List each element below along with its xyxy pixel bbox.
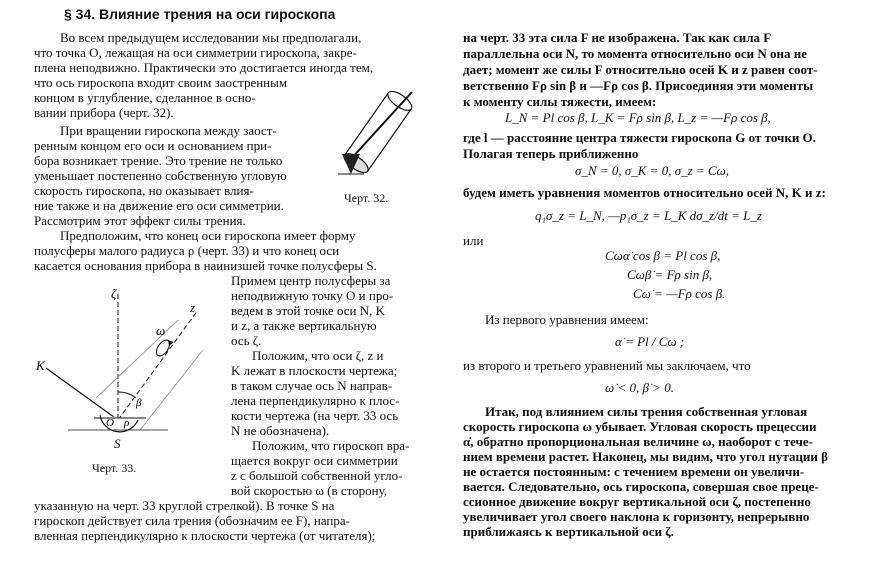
figure-33-caption: Черт. 33.: [92, 461, 137, 475]
label-K: K: [36, 358, 45, 373]
text-line: Из первого уравнения имеем:: [485, 312, 649, 327]
equation-moments: L_N = Pl cos β, L_K = Fρ sin β, L_z = —Fρ cos β,: [505, 110, 771, 125]
text-line: что точка O, лежащая на оси симметрии гироскопа, закре-: [34, 45, 357, 60]
text-line: дает; момент же силы F относительно осей K и z равен соот-: [463, 62, 818, 77]
gyroscope-drawing-33: [28, 280, 228, 460]
text-line: что ось гироскопа входит своим заостренным: [34, 75, 288, 90]
text-line: вленная перпендикулярно к плоскости чертежа (от читателя);: [34, 528, 376, 543]
label-omega: ω: [156, 323, 166, 338]
text-line: скорость гироскопа ω убывает. Угловая скорость прецессии: [463, 419, 817, 434]
text-line: вается. Следовательно, ось гироскопа, совершая свое преце-: [463, 479, 819, 494]
text-line: неподвижную точку O и про-: [231, 288, 394, 303]
label-z: z: [190, 300, 196, 315]
text-line: скорость гироскопа, но оказывает влия-: [34, 183, 254, 198]
equation-alpha-dot: α̇ = Pl / Cω ;: [615, 334, 685, 349]
text-line: z с большой собственной угло-: [231, 468, 403, 483]
label-O: O: [106, 417, 114, 429]
text-line: вании прибора (черт. 32).: [34, 105, 174, 120]
equation-2: Cωβ̇ = Fρ sin β,: [627, 267, 713, 282]
equation-inequalities: ω̇ < 0, β̇ > 0.: [605, 380, 674, 395]
text-line: где l — расстояние центра тяжести гироскопа G от точки O.: [463, 130, 816, 145]
text-line: увеличивает угол своего наклона к горизонту, непрерывно: [463, 509, 810, 524]
text-line: нием времени растет. Наконец, мы видим, что угол нутации β: [463, 449, 829, 464]
label-rho: ρ: [124, 417, 130, 429]
figure-32-caption: Черт. 32.: [344, 191, 389, 205]
text-line: Рассмотрим этот эффект силы трения.: [34, 213, 246, 228]
text-line: будем иметь уравнения моментов относительно осей N, K и z:: [463, 185, 826, 200]
text-line: лена перпендикулярно к плос-: [231, 393, 400, 408]
text-line: При вращении гироскопа между заост-: [60, 123, 277, 138]
text-line: из второго и третьего уравнений мы заключаем, что: [463, 358, 751, 373]
text-line: не остается постоянным: с течением времени он увеличи-: [463, 464, 805, 479]
text-line: Положим, что гироскоп вра-: [252, 438, 410, 453]
equation-system: q₁σ_z = L_N, —p₁σ_z = L_K dσ_z/dt = L_z: [535, 208, 762, 223]
text-line: щается вокруг оси симметрии: [231, 453, 398, 468]
left-column: [0, 0, 440, 565]
text-line: уменьшает постепенно собственную угловую: [34, 168, 287, 183]
label-beta: β: [136, 397, 142, 409]
text-line: и z, а также вертикальную: [231, 318, 377, 333]
text-line: параллельна оси N, то момента относительно оси N она не: [463, 46, 807, 61]
text-line: в таком случае ось N направ-: [231, 378, 393, 393]
text-line: ние также и на движение его оси симметрии.: [34, 198, 284, 213]
equation-sigma: σ_N = 0, σ_K = 0, σ_z = Cω,: [575, 163, 730, 178]
text-line: касается основания прибора в наинизшей точке полусферы S.: [34, 258, 377, 273]
text-line: указанную на черт. 33 круглой стрелкой). В точке S на: [34, 498, 335, 513]
section-heading: § 34. Влияние трения на оси гироскопа: [64, 6, 336, 22]
text-line: Полагая теперь приближенно: [463, 146, 639, 161]
text-line: Во всем предыдущем исследовании мы предполагали,: [60, 30, 362, 45]
gyroscope-drawing-32: [328, 82, 438, 187]
text-line: ссионное движение вокруг вертикальной оси ζ, постепенно: [463, 494, 811, 509]
equation-1: Cωα̇ cos β = Pl cos β,: [605, 248, 721, 263]
equation-3: Cω̇ = —Fρ cos β.: [633, 286, 726, 301]
text-line: приближаясь к вертикальной оси ζ.: [463, 524, 674, 539]
right-column: [455, 0, 885, 565]
text-line: бора возникает трение. Это трение не только: [34, 153, 283, 168]
text-line: кости чертежа (на черт. 33 ось: [231, 408, 399, 423]
text-line: ось ζ.: [231, 333, 262, 348]
text-line: плена неподвижно. Практически это достигается иногда тем,: [34, 60, 374, 75]
text-line: гироскоп действует сила трения (обозначим ее F), напра-: [34, 513, 350, 528]
text-line: Положим, что оси ζ, z и: [252, 348, 384, 363]
text-line: N не обозначена).: [231, 423, 330, 438]
text-line: Предположим, что конец оси гироскопа имеет форму: [60, 228, 356, 243]
text-line: ренным концом его оси и основанием при-: [34, 138, 272, 153]
text-line: α̇, обратно пропорциональная величине ω, наоборот с тече-: [463, 434, 813, 449]
label-S: S: [114, 436, 121, 451]
text-line: концом в углубление, сделанное в осно-: [34, 90, 256, 105]
label-zeta: ζ: [111, 286, 117, 301]
text-line: вой скоростью ω (в сторону,: [231, 483, 388, 498]
text-line: на черт. 33 эта сила F не изображена. Так как сила F: [463, 30, 772, 45]
text-line: Примем центр полусферы за: [231, 273, 391, 288]
text-line: к моменту силы тяжести, имеем:: [463, 94, 657, 109]
text-line: K лежат в плоскости чертежа;: [231, 363, 398, 378]
text-line: Итак, под влиянием силы трения собственная угловая: [485, 404, 808, 419]
text-line: ведем в этой точке оси N, K: [231, 303, 386, 318]
text-line: полусферы малого радиуса ρ (черт. 33) и что конец оси: [34, 243, 340, 258]
text-line: ветственно Fρ sin β и —Fρ cos β. Присоединяя эти моменты: [463, 78, 814, 93]
text-line: или: [463, 233, 484, 248]
